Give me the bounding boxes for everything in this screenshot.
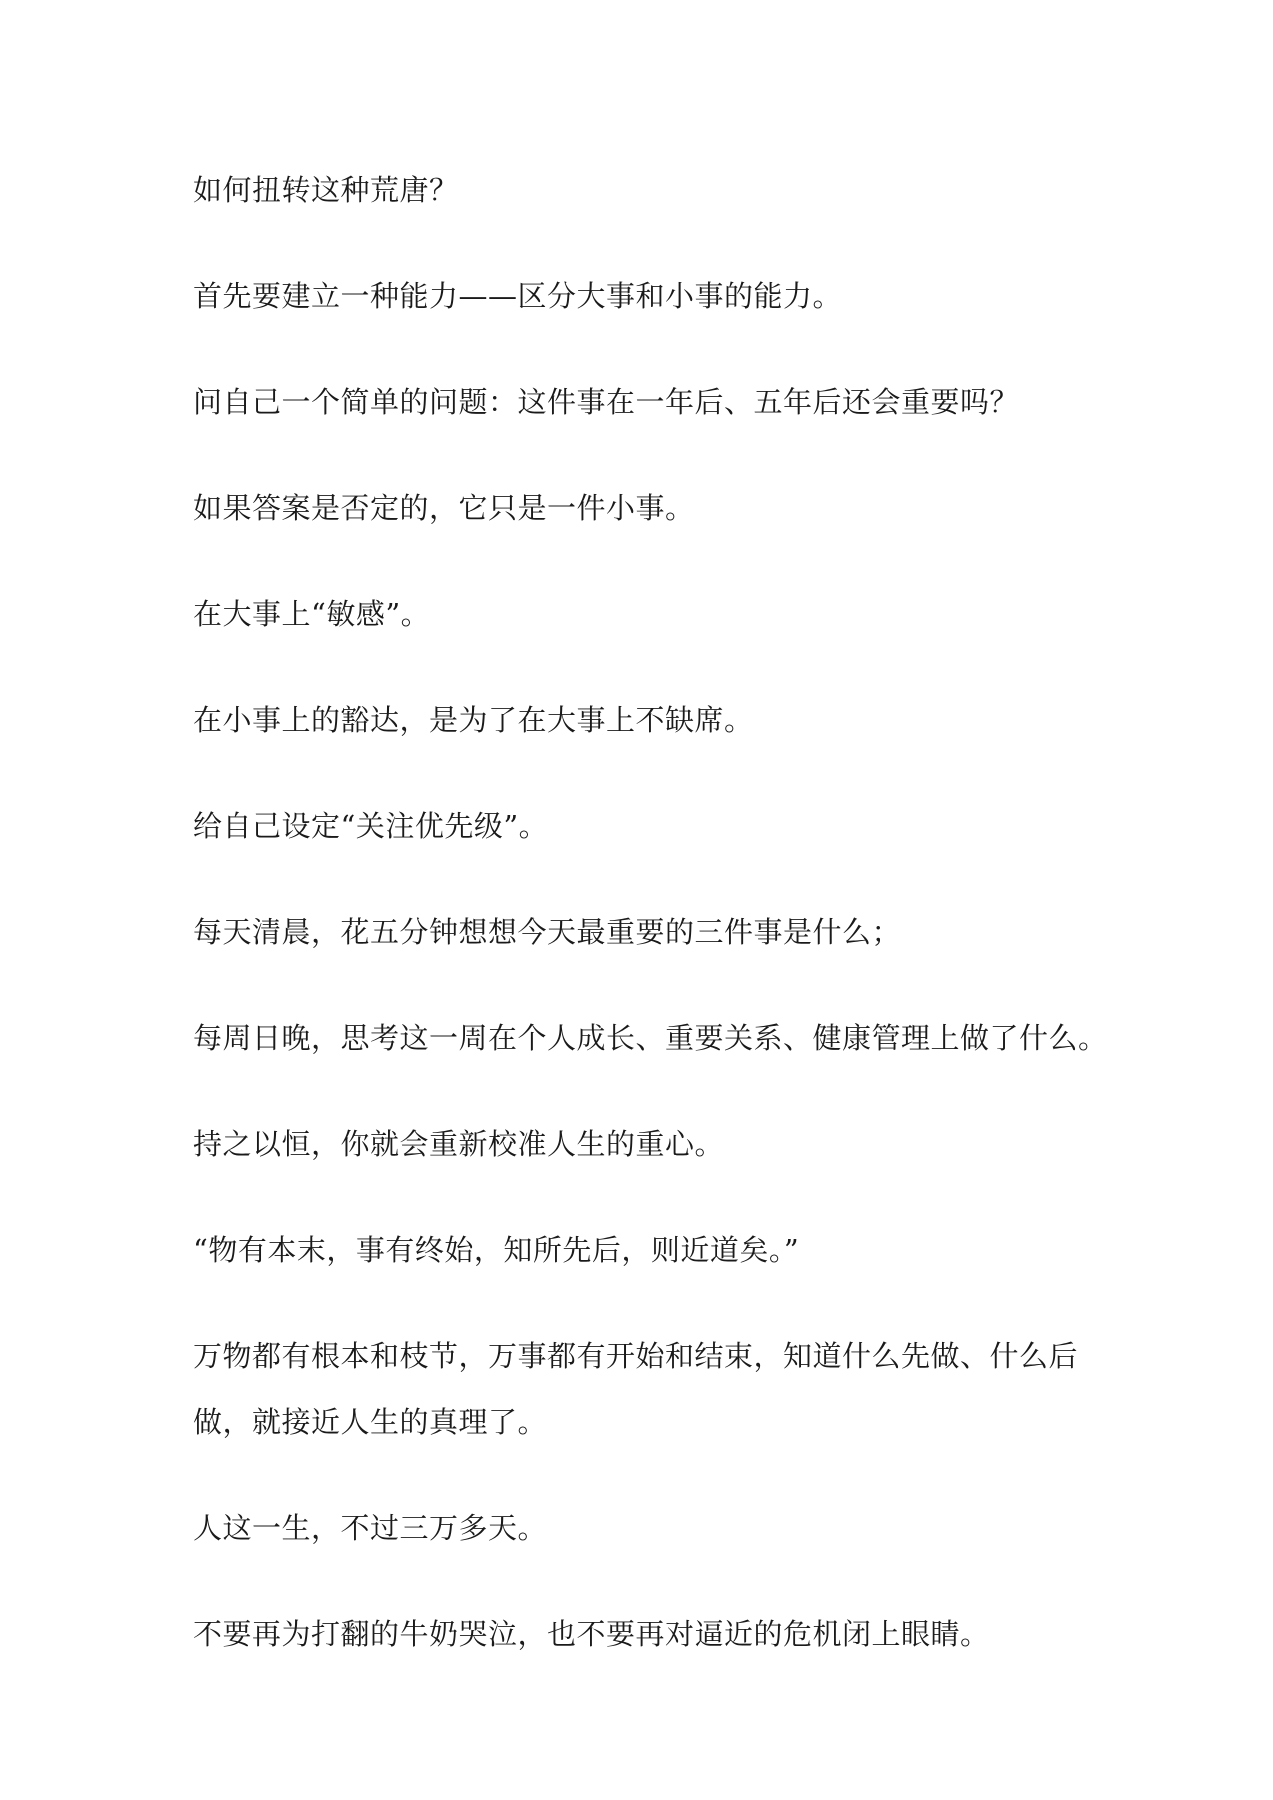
paragraph: 如果答案是否定的，它只是一件小事。 [193, 491, 695, 525]
paragraph: 人这一生，不过三万多天。 [193, 1511, 548, 1545]
paragraph: 首先要建立一种能力——区分大事和小事的能力。 [193, 279, 843, 313]
paragraph: 在大事上“敏感”。 [193, 597, 431, 631]
paragraph: “物有本末，事有终始，知所先后，则近道矣。” [193, 1233, 800, 1267]
paragraph: 如何扭转这种荒唐？ [193, 173, 459, 207]
paragraph-continuation: 做，就接近人生的真理了。 [193, 1405, 548, 1439]
paragraph: 问自己一个简单的问题：这件事在一年后、五年后还会重要吗？ [193, 385, 1020, 419]
paragraph: 持之以恒，你就会重新校准人生的重心。 [193, 1127, 725, 1161]
paragraph: 在小事上的豁达，是为了在大事上不缺席。 [193, 703, 754, 737]
paragraph: 给自己设定“关注优先级”。 [193, 809, 549, 843]
paragraph: 不要再为打翻的牛奶哭泣，也不要再对逼近的危机闭上眼睛。 [193, 1617, 990, 1651]
paragraph: 万物都有根本和枝节，万事都有开始和结束，知道什么先做、什么后 [193, 1339, 1079, 1373]
paragraph: 每周日晚，思考这一周在个人成长、重要关系、健康管理上做了什么。 [193, 1021, 1108, 1055]
paragraph: 每天清晨，花五分钟想想今天最重要的三件事是什么； [193, 915, 902, 949]
